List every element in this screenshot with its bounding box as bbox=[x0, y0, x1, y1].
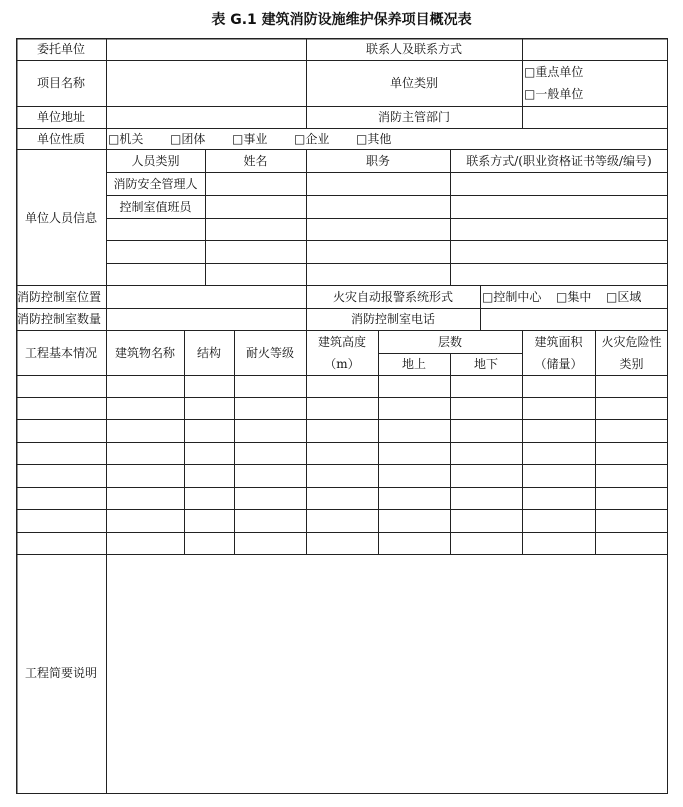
table-title: 表 G.1 建筑消防设施维护保养项目概况表 bbox=[211, 12, 472, 28]
alarm-form-label: 火灾自动报警系统形式 bbox=[332, 290, 453, 304]
height-header: 建筑高度 bbox=[317, 335, 366, 349]
general-unit-checkbox[interactable]: □一般单位 bbox=[524, 87, 584, 101]
floors-above-header: 地上 bbox=[401, 357, 426, 371]
contact-person-label: 联系人及联系方式 bbox=[365, 42, 462, 56]
key-unit-checkbox[interactable]: □重点单位 bbox=[524, 65, 584, 79]
project-name-label: 项目名称 bbox=[36, 76, 85, 90]
project-summary-label: 工程简要说明 bbox=[24, 666, 97, 680]
control-room-operator-label: 控制室值班员 bbox=[119, 200, 192, 214]
authority-dept-label: 消防主管部门 bbox=[377, 110, 450, 124]
control-room-count-label: 消防控制室数量 bbox=[17, 312, 102, 326]
nature-option-agency[interactable]: □机关 bbox=[108, 132, 144, 146]
floors-below-header: 地下 bbox=[473, 357, 498, 371]
area-unit: （储量） bbox=[534, 357, 583, 371]
project-basic-label: 工程基本情况 bbox=[24, 346, 97, 360]
alarm-option-control-center[interactable]: □控制中心 bbox=[482, 290, 542, 304]
unit-address-label: 单位地址 bbox=[36, 110, 85, 124]
personnel-header-category: 人员类别 bbox=[131, 154, 180, 168]
client-unit-label: 委托单位 bbox=[36, 42, 85, 56]
floors-header: 层数 bbox=[437, 335, 462, 349]
hazard-header: 火灾危险性 bbox=[601, 335, 662, 349]
control-room-phone-label: 消防控制室电话 bbox=[350, 312, 435, 326]
personnel-header-contact: 联系方式/(职业资格证书等级/编号) bbox=[466, 154, 652, 168]
project-overview-table bbox=[16, 38, 668, 794]
fire-safety-manager-label: 消防安全管理人 bbox=[113, 177, 198, 191]
nature-option-other[interactable]: □其他 bbox=[356, 132, 392, 146]
nature-option-institution[interactable]: □事业 bbox=[232, 132, 268, 146]
height-unit: （m） bbox=[324, 357, 360, 371]
fire-rating-header: 耐火等级 bbox=[245, 346, 294, 360]
personnel-header-position: 职务 bbox=[365, 154, 390, 168]
unit-category-label: 单位类别 bbox=[389, 76, 438, 90]
area-header: 建筑面积 bbox=[534, 335, 583, 349]
table-grid bbox=[16, 38, 668, 794]
hazard-unit: 类别 bbox=[619, 357, 644, 371]
nature-option-group[interactable]: □团体 bbox=[170, 132, 206, 146]
unit-nature-label: 单位性质 bbox=[36, 132, 85, 146]
personnel-header-name: 姓名 bbox=[243, 154, 268, 168]
structure-header: 结构 bbox=[196, 346, 221, 360]
alarm-option-centralized[interactable]: □集中 bbox=[556, 290, 592, 304]
nature-option-enterprise[interactable]: □企业 bbox=[294, 132, 330, 146]
alarm-option-regional[interactable]: □区域 bbox=[606, 290, 642, 304]
control-room-location-label: 消防控制室位置 bbox=[17, 290, 102, 304]
personnel-info-label: 单位人员信息 bbox=[24, 211, 97, 225]
building-name-header: 建筑物名称 bbox=[114, 346, 175, 360]
